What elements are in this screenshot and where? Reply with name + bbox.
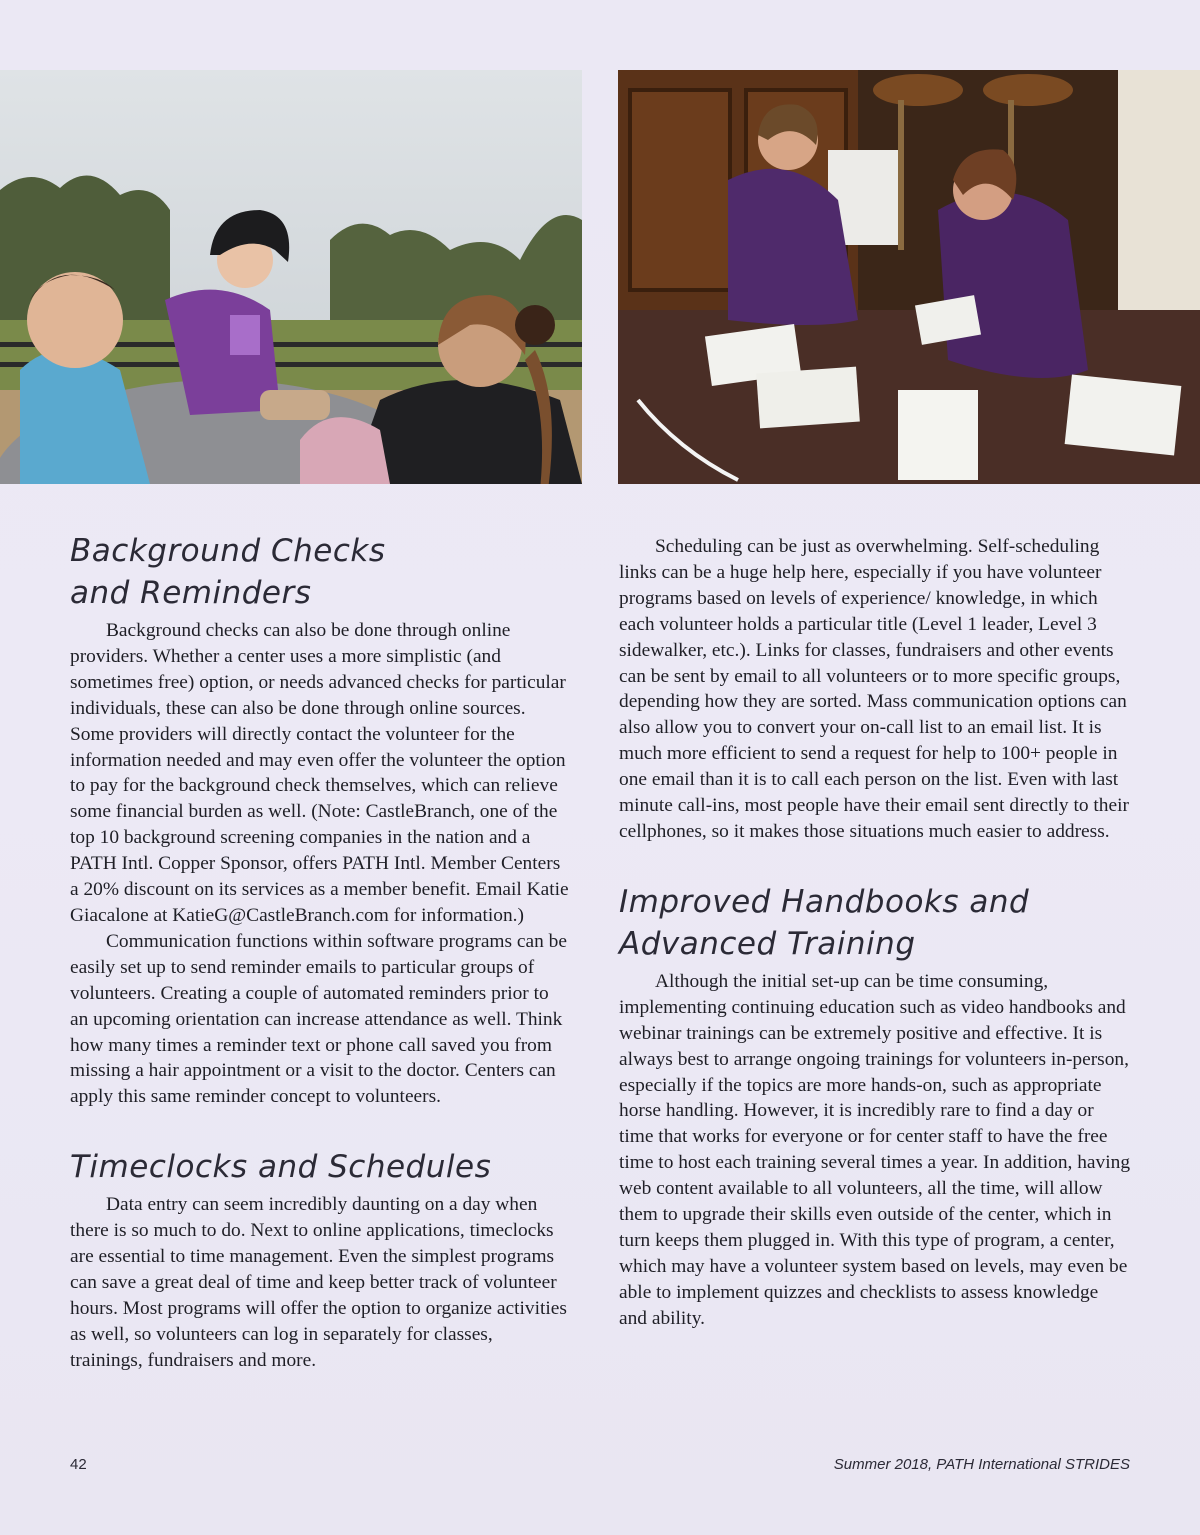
paragraph-background-checks: Background checks can also be done through online providers. Whether a center uses a more simplistic (and sometimes free) option, or needs advanced checks for particular individuals, these can also be done through online sources. Some providers will directly contact the volunteer for the information needed and may even offer the volunteer the option to pay for the background check themselves, which can relieve some financial burden as well. (Note: CastleBranch, one of the top 10 background screening companies in the nation and a PATH Intl. Copper Sponsor, offers PATH Intl. Member Centers a 20% discount on its services as a member benefit. Email Katie Giacalone at KatieG@CastleBranch.com for information.) xyxy=(70,620,569,926)
photo-riding-lesson xyxy=(0,70,582,484)
heading-background-checks xyxy=(70,530,570,614)
publication-footer: Summer 2018, PATH International STRIDES xyxy=(833,1456,1130,1473)
paragraph-data-entry: Data entry can seem incredibly daunting on a day when there is so much to do. Next to online applications, timeclocks are essential to time management. Even the simplest programs can save a great deal of time and keep better track of volunteer hours. Most programs will offer the option to organize activities as well, so volunteers can log in separately for classes, trainings, fundraisers and more. xyxy=(70,1194,567,1371)
paragraph-continuing-education: Although the initial set-up can be time consuming, implementing continuing education such as video handbooks and webinar trainings can be extremely positive and effective. It is always best to arrange ongoing trainings for volunteers in-person, especially if the topics are more hands-on, such as appropriate horse handling. However, it is incredibly rare to find a day or time that works for everyone or for center staff to have the free time to host each training several times a year. In addition, having web content available to all volunteers, all the time, will allow them to upgrade their skills even outside of the center, which in turn keeps them plugged in. With this type of program, a center, which may have a volunteer system based on levels, may even be able to implement quizzes and checklists to assess knowledge and ability. xyxy=(619,970,1131,1329)
left-column xyxy=(70,530,570,1374)
heading-timeclocks: Timeclocks and Schedules xyxy=(70,1149,492,1186)
photo-volunteers-sorting-papers xyxy=(618,70,1200,484)
heading-line-2: and Reminders xyxy=(70,575,312,611)
page-number: 42 xyxy=(70,1456,87,1473)
paragraph-scheduling: Scheduling can be just as overwhelming. Self-scheduling links can be a huge help here, especially if you have volunteer programs based on levels of experience/ knowledge, in which each volunteer holds a particular title (Level 1 leader, Level 3 sidewalker, etc.). Links for classes, fundraisers and other events can be sent by email to all volunteers or to more specific groups, depending how they are sorted. Mass communication options can also allow you to convert your on-call list to an email list. It is much more efficient to send a request for help to 100+ people in one email than it is to call each person on the list. Even with last minute call-ins, most people have their email sent directly to their cellphones, so it makes those situations much easier to address. xyxy=(619,536,1129,842)
heading-line-1: Background Checks xyxy=(70,533,386,569)
heading-improved-handbooks xyxy=(619,881,1131,965)
heading-line-2: Advanced Training xyxy=(619,925,916,962)
heading-line-1: Improved Handbooks and xyxy=(619,883,1030,920)
right-column xyxy=(619,534,1131,1332)
paragraph-communication: Communication functions within software programs can be easily set up to send reminder emails to particular groups of volunteers. Creating a couple of automated reminders prior to an upcoming orientation can increase attendance as well. Think how many times a reminder text or phone call saved you from missing a hair appointment or a visit to the doctor. Centers can apply this same reminder concept to volunteers. xyxy=(70,930,567,1108)
